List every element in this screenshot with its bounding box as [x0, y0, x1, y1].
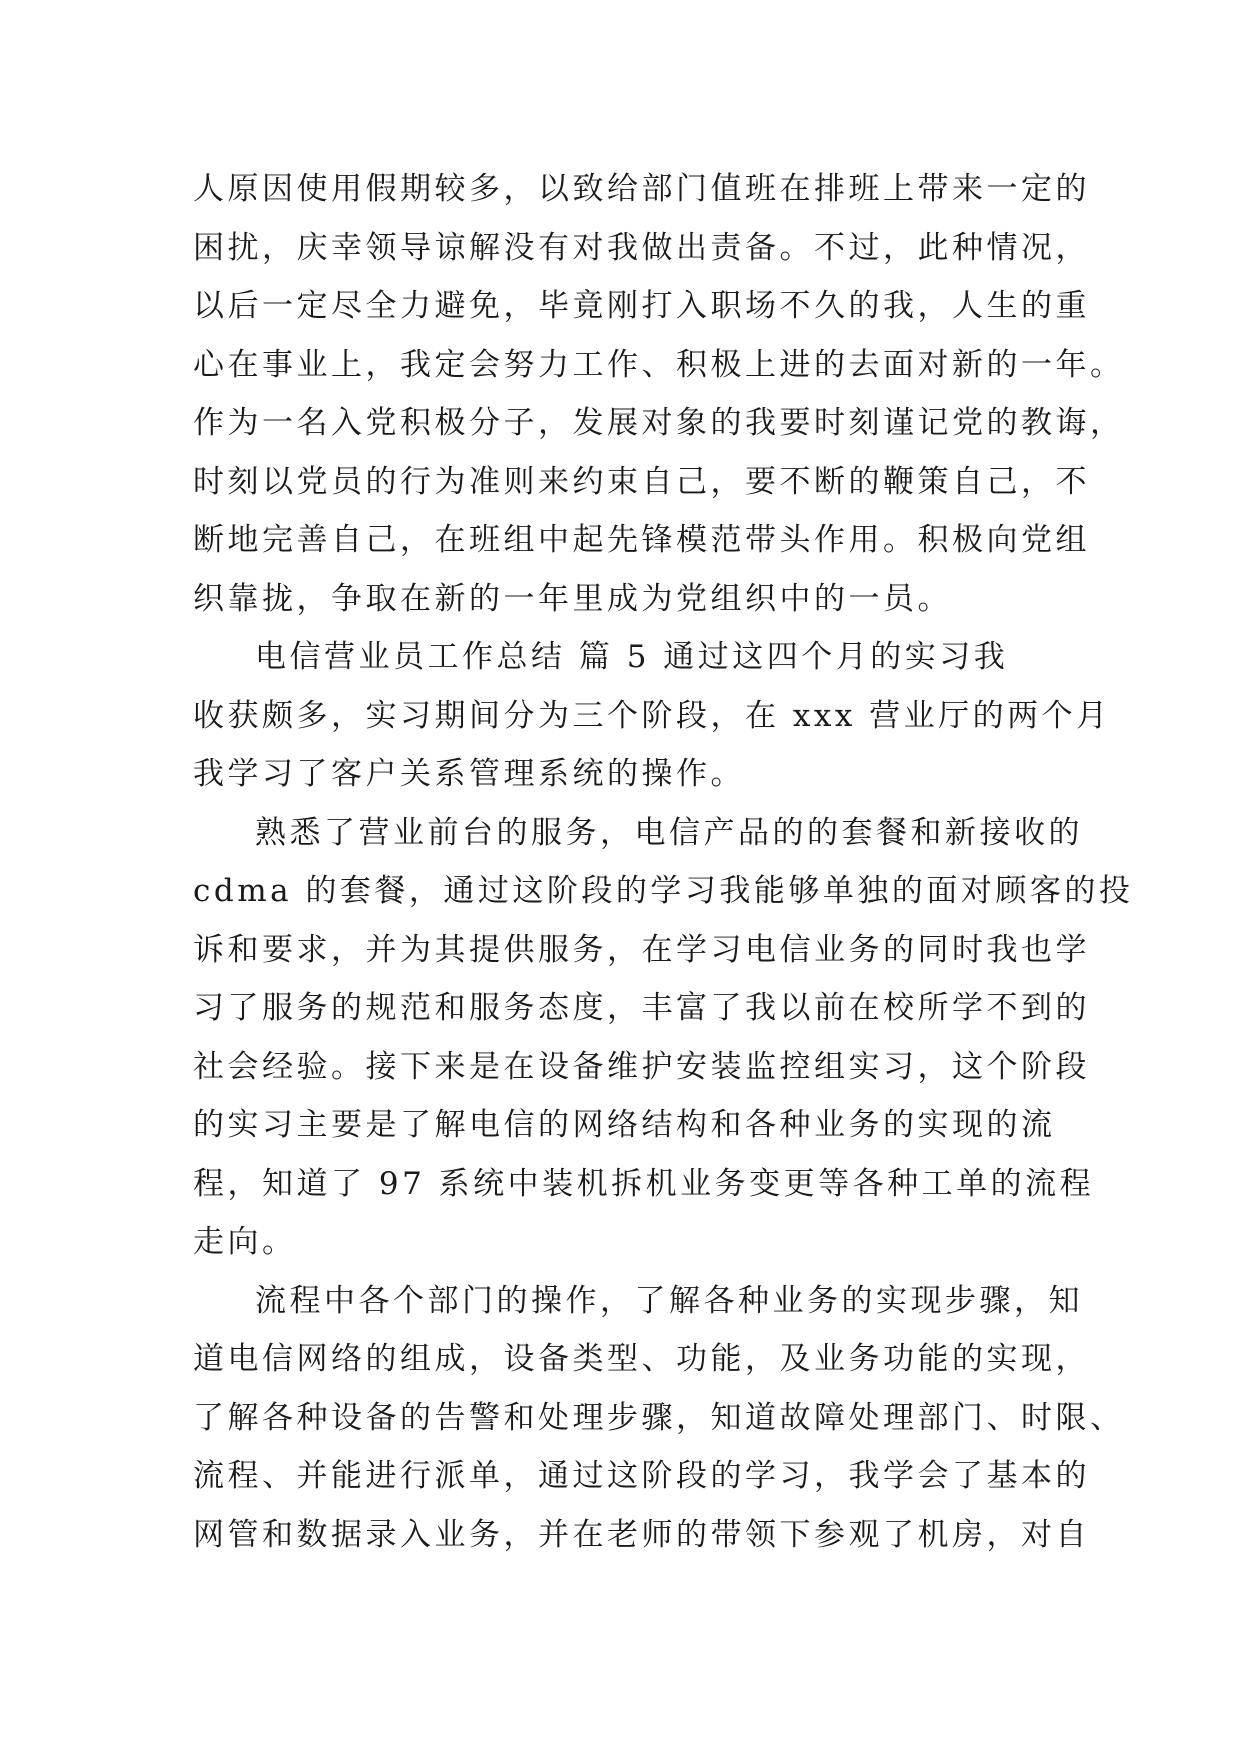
text-line: 我学习了客户关系管理系统的操作。: [193, 756, 745, 792]
document-body: [193, 160, 1134, 1564]
text-line: 人原因使用假期较多，以致给部门值班在排班上带来一定的: [193, 171, 1090, 207]
text-line: 电信营业员工作总结 篇 5 通过这四个月的实习我: [255, 639, 1009, 675]
text-line: 困扰，庆幸领导谅解没有对我做出责备。不过，此种情况，: [193, 229, 1090, 266]
text-line: 走向。: [193, 1224, 297, 1260]
text-line: 熟悉了营业前台的服务，电信产品的的套餐和新接收的: [255, 814, 1083, 851]
text-line: 心在事业上，我定会努力工作、积极上进的去面对新的一年。: [193, 346, 1125, 383]
text-line: 的实习主要是了解电信的网络结构和各种业务的实现的流: [193, 1107, 1056, 1143]
text-line: 断地完善自己，在班组中起先锋模范带头作用。积极向党组: [193, 522, 1090, 558]
text-line: 织靠拢，争取在新的一年里成为党组织中的一员。: [193, 580, 952, 617]
text-line: 社会经验。接下来是在设备维护安装监控组实习，这个阶段: [193, 1048, 1090, 1085]
text-line: 以后一定尽全力避免，毕竟刚打入职场不久的我，人生的重: [193, 288, 1090, 324]
text-line: 流程中各个部门的操作，了解各种业务的实现步骤，知: [255, 1282, 1083, 1319]
text-line: 作为一名入党积极分子，发展对象的我要时刻谨记党的教诲，: [193, 405, 1125, 441]
text-line: 收获颇多，实习期间分为三个阶段，在 xxx 营业厅的两个月: [193, 697, 1111, 734]
text-line: 流程、并能进行派单，通过这阶段的学习，我学会了基本的: [193, 1458, 1090, 1494]
text-line: 诉和要求，并为其提供服务，在学习电信业务的同时我也学: [193, 931, 1090, 968]
text-line: 道电信网络的组成，设备类型、功能，及业务功能的实现，: [193, 1341, 1090, 1377]
text-line: 时刻以党员的行为准则来约束自己，要不断的鞭策自己，不: [193, 463, 1090, 500]
text-line: 了解各种设备的告警和处理步骤，知道故障处理部门、时限、: [193, 1399, 1125, 1436]
text-line: 习了服务的规范和服务态度，丰富了我以前在校所学不到的: [193, 990, 1090, 1026]
text-line: 程，知道了 97 系统中装机拆机业务变更等各种工单的流程: [193, 1165, 1095, 1202]
text-line: cdma 的套餐，通过这阶段的学习我能够单独的面对顾客的投: [193, 873, 1134, 909]
text-line: 网管和数据录入业务，并在老师的带领下参观了机房，对自: [193, 1516, 1090, 1553]
